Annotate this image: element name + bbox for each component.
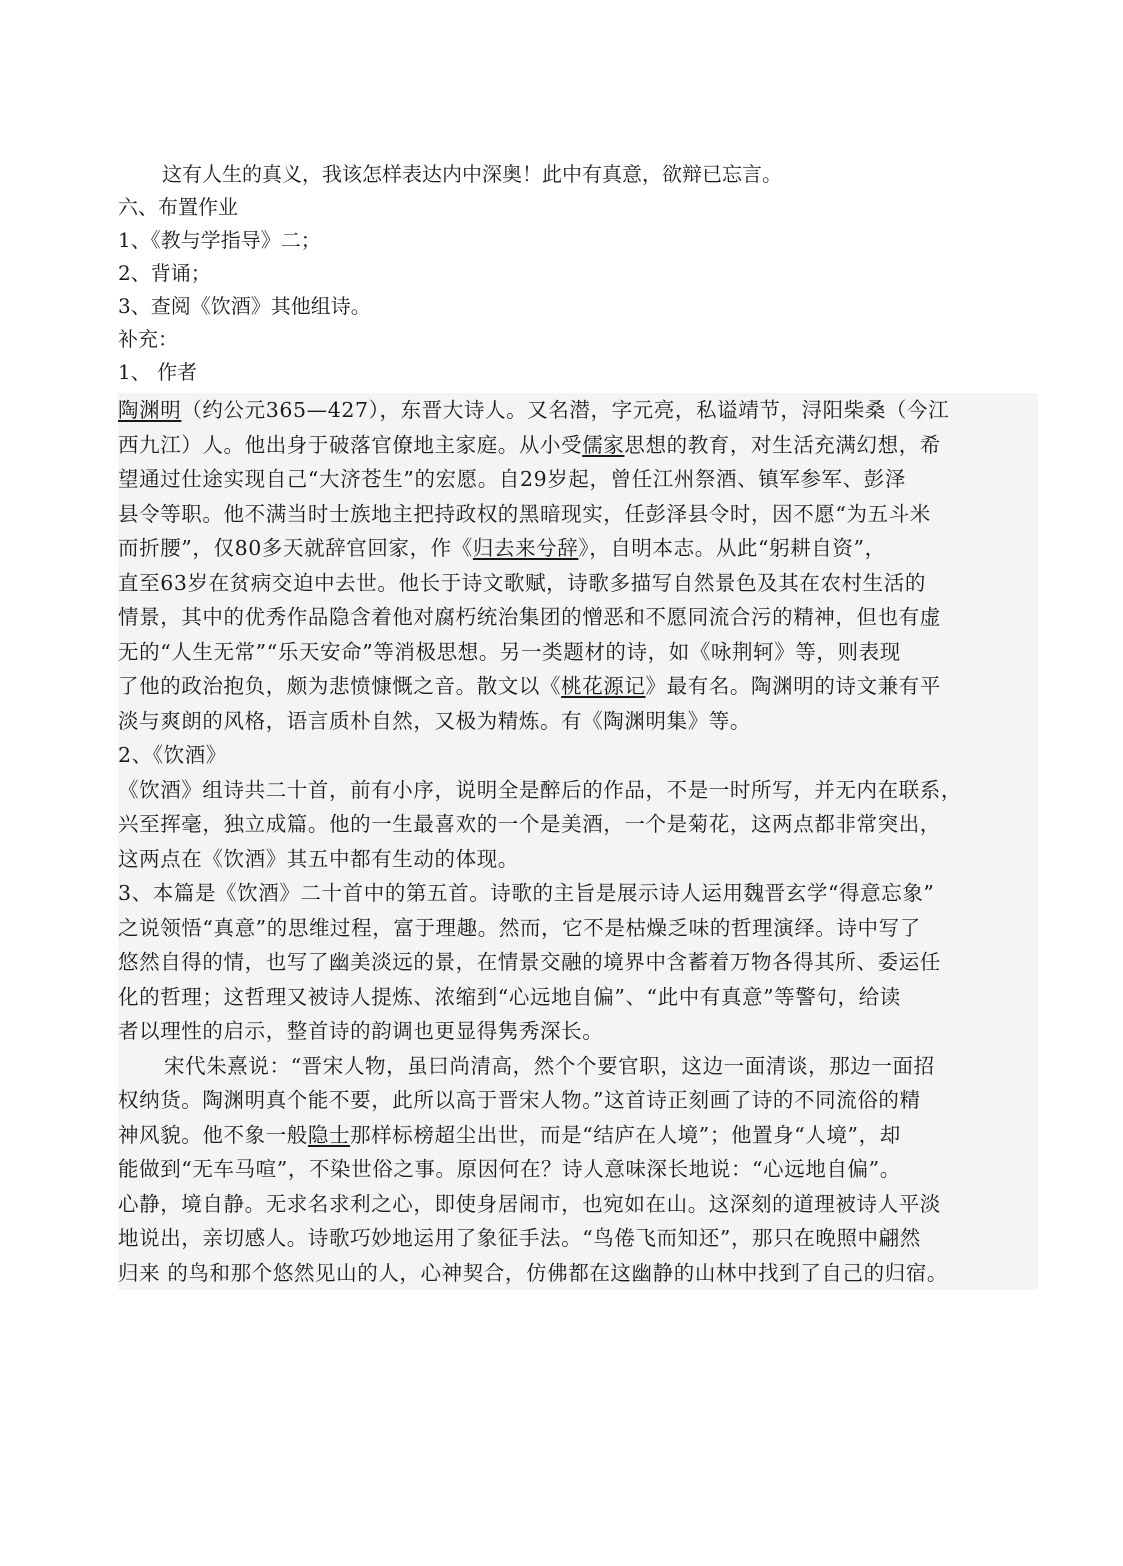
author-line: 陶渊明（约公元365—427），东晋大诗人。又名潜，字元亮，私谥靖节，浔阳柴桑（今江 xyxy=(118,398,950,422)
zhuxi-line: 神风貌。他不象一般隐士那样标榜超尘出世，而是“结庐在人境”；他置身“人境”，却 xyxy=(118,1122,901,1147)
author-line: 直至63岁在贫病交迫中去世。他长于诗文歌赋，诗歌多描写自然景色及其在农村生活的 xyxy=(118,570,926,595)
author-line: 县令等职。他不满当时士族地主把持政权的黑暗现实，任彭泽县令时，因不愿“为五斗米 xyxy=(118,501,931,526)
supplement-heading: 补充： xyxy=(118,327,178,351)
zhuxi-line: 归来 的鸟和那个悠然见山的人，心神契合，仿佛都在这幽静的山林中找到了自己的归宿。 xyxy=(118,1260,949,1285)
zhuxi-line: 地说出，亲切感人。诗歌巧妙地运用了象征手法。“鸟倦飞而知还”，那只在晚照中翩然 xyxy=(118,1226,921,1250)
analysis-line: 化的哲理；这哲理又被诗人提炼、浓缩到“心远地自偏”、“此中有真意”等警句，给读 xyxy=(118,984,901,1009)
author-line: 无的“人生无常”“乐天安命”等消极思想。另一类题材的诗，如《咏荆轲》等，则表现 xyxy=(118,639,901,664)
document-page xyxy=(118,158,1038,1290)
poem-line: 《饮酒》组诗共二十首，前有小序，说明全是醉后的作品，不是一时所写，并无内在联系， xyxy=(118,777,962,802)
zhuxi-line: 权纳货。陶渊明真个能不要，此所以高于晋宋人物。”这首诗正刻画了诗的不同流俗的精 xyxy=(118,1088,921,1112)
author-line: 淡与爽朗的风格，语言质朴自然，又极为精炼。有《陶渊明集》等。 xyxy=(118,708,751,733)
poem-heading: 2、《饮酒》 xyxy=(118,743,227,767)
zhuxi-line: 能做到“无车马喧”，不染世俗之事。原因何在？诗人意味深长地说：“心远地自偏”。 xyxy=(118,1157,901,1181)
zhuxi-line: 心静，境自静。无求名求利之心，即使身居闹市，也宛如在山。这深刻的道理被诗人平淡 xyxy=(118,1191,941,1216)
taohuayuanji-link[interactable]: 桃花源记 xyxy=(561,674,646,698)
author-line: 西九江）人。他出身于破落官僚地主家庭。从小受儒家思想的教育，对生活充满幻想，希 xyxy=(118,432,941,457)
author-line: 情景，其中的优秀作品隐含着他对腐朽统治集团的憎恶和不愿同流合污的精神，但也有虚 xyxy=(118,605,941,629)
author-line: 了他的政治抱负，颇为悲愤慷慨之音。散文以《桃花源记》最有名。陶渊明的诗文兼有平 xyxy=(118,674,941,698)
intro-line: 这有人生的真义，我该怎样表达内中深奥！此中有真意，欲辩已忘言。 xyxy=(162,162,782,186)
author-line: 望通过仕途实现自己“大济苍生”的宏愿。自29岁起，曾任江州祭酒、镇军参军、彭泽 xyxy=(118,467,906,491)
poem-line: 这两点在《饮酒》其五中都有生动的体现。 xyxy=(118,846,519,871)
zhuxi-line: 宋代朱熹说：“晋宋人物，虽曰尚清高，然个个要官职，这边一面清谈，那边一面招 xyxy=(164,1053,935,1078)
supplement-shaded-block xyxy=(118,393,1038,1290)
author-link[interactable]: 陶渊明 xyxy=(118,398,182,422)
hermit-link[interactable]: 隐士 xyxy=(307,1122,351,1147)
poem-line: 兴至挥毫，独立成篇。他的一生最喜欢的一个是美酒，一个是菊花，这两点都非常突出， xyxy=(118,812,941,836)
analysis-line: 者以理性的启示，整首诗的韵调也更显得隽秀深长。 xyxy=(118,1019,604,1043)
confucianism-link[interactable]: 儒家 xyxy=(582,432,625,457)
homework-item: 3、查阅《饮酒》其他组诗。 xyxy=(118,294,371,318)
author-heading: 1、 作者 xyxy=(118,360,198,384)
analysis-line: 悠然自得的情，也写了幽美淡远的景，在情景交融的境界中含蓄着万物各得其所、委运任 xyxy=(118,950,941,974)
author-line: 而折腰”，仅80多天就辞官回家，作《归去来兮辞》，自明本志。从此“躬耕自资”， xyxy=(118,536,886,560)
homework-item: 2、背诵； xyxy=(118,261,211,285)
homework-heading: 六、布置作业 xyxy=(118,195,238,219)
analysis-line: 之说领悟“真意”的思维过程，富于理趣。然而，它不是枯燥乏味的哲理演绎。诗中写了 xyxy=(118,915,921,940)
homework-item: 1、《教与学指导》二； xyxy=(118,228,321,252)
analysis-line: 3、本篇是《饮酒》二十首中的第五首。诗歌的主旨是展示诗人运用魏晋玄学“得意忘象” xyxy=(118,881,935,905)
guiqulaixi-link[interactable]: 归去来兮辞 xyxy=(472,536,579,560)
